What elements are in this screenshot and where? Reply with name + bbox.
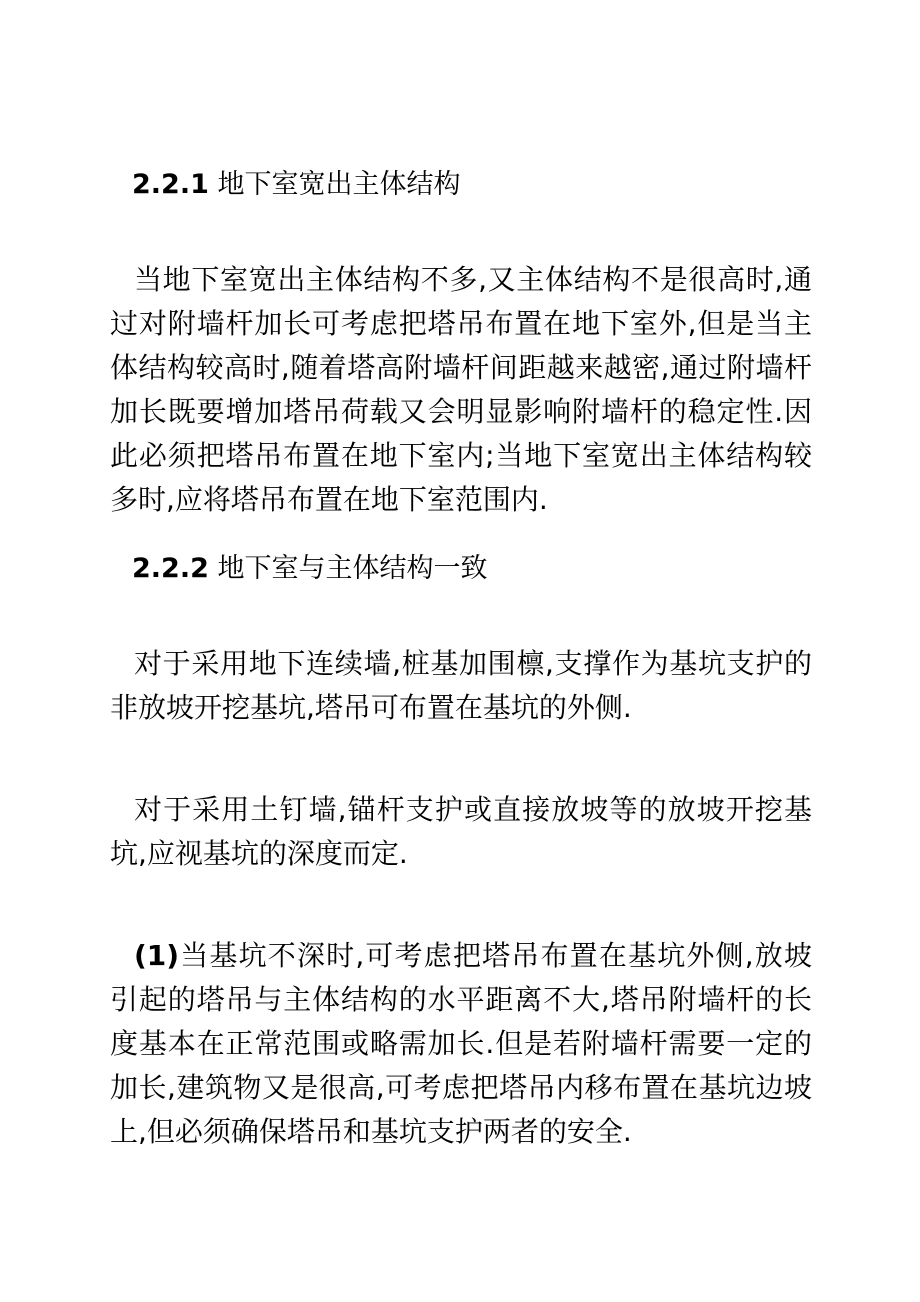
- section-title: 地下室宽出主体结构: [217, 169, 461, 200]
- section-title: 地下室与主体结构一致: [217, 553, 488, 584]
- paragraph-text: 当基坑不深时,可考虑把塔吊布置在基坑外侧,放坡引起的塔吊与主体结构的水平距离不大,塔吊附墙杆的长度基本在正常范围或略需加长.但是若附墙杆需要一定的加长,建筑物又是很高,可考虑把塔吊内移布置在基坑边坡上,但必须确保塔吊和基坑支护两者的安全.: [110, 939, 812, 1148]
- paragraph-basement-wider: 当地下室宽出主体结构不多,又主体结构不是很高时,通过对附墙杆加长可考虑把塔吊布置在地下室外,但是当主体结构较高时,随着塔高附墙杆间距越来越密,通过附墙杆加长既要增加塔吊荷载又会明显影响附墙杆的稳定性.因此必须把塔吊布置在地下室内;当地下室宽出主体结构较多时,应将塔吊布置在地下室范围内.: [110, 263, 812, 516]
- section-number: 2.2.2: [132, 553, 209, 584]
- paragraph-soil-nail-wall: 对于采用土钉墙,锚杆支护或直接放坡等的放坡开挖基坑,应视基坑的深度而定.: [110, 793, 812, 870]
- section-number: 2.2.1: [132, 169, 209, 200]
- section-heading-2-2-1: [132, 168, 460, 202]
- list-marker: (1): [134, 939, 180, 972]
- section-heading-2-2-2: [132, 552, 487, 586]
- paragraph-continuous-wall: 对于采用地下连续墙,桩基加围檩,支撑作为基坑支护的非放坡开挖基坑,塔吊可布置在基坑的外侧.: [110, 647, 812, 724]
- paragraph-shallow-pit: [110, 934, 812, 1154]
